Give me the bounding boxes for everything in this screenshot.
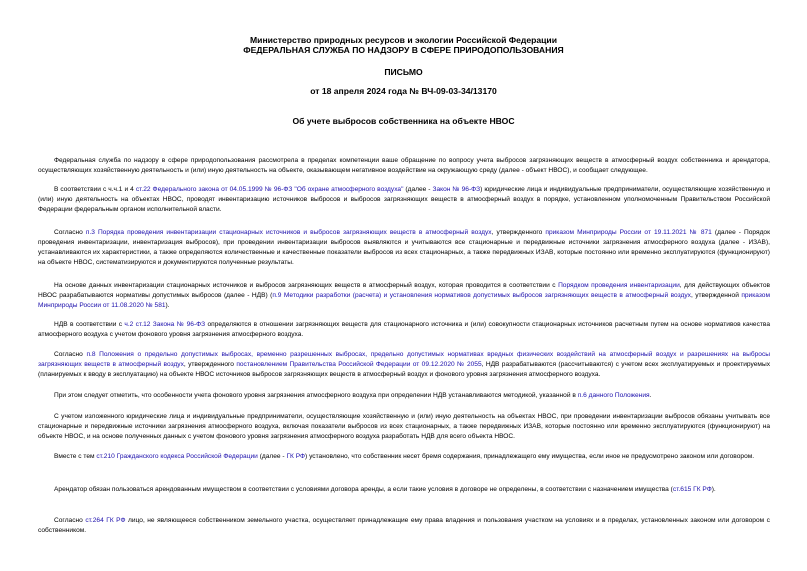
paragraph-text: (далее - [403,186,433,193]
link-order-871[interactable]: приказом Минприроды России от 19.11.2021 № 871 [545,229,712,236]
paragraph-9 [38,452,770,462]
paragraph-2 [38,185,770,215]
link-law-96-fz-art12[interactable]: ч.2 ст.12 Закона № 96-ФЗ [124,321,206,328]
paragraph-text: (далее - Порядок проведения инвентаризации, инвентаризация выбросов), при проведении инвентаризации выбросов выявляются и учитываются все стационарные и передвижные источники загрязнения атмосферного воздуха (далее - ИЗАВ), устанавливаются их характеристики, а также определяются количественные и качественные показатели выбросов из всех стационарных, а также передвижных ИЗАВ, которые постоянно или временно эксплуатируются (функционируют) на объекте НВОС, систематизируются и документируются полученные результаты. [38,229,770,266]
link-regulation-p8[interactable]: п.8 Положения о предельно допустимых выбросах, временно разрешенных выбросах, предельно допустимых нормативах вредных физических воздействий на атмосферный воздух и разрешениях на выбросы загрязняющих веществ в атмосферный воздух [38,351,770,368]
paragraph-text: Вместе с тем [54,453,97,460]
paragraph-7 [38,391,770,401]
paragraph-text: . [649,392,652,399]
paragraph-4 [38,281,770,311]
paragraph-text: ). [165,302,170,309]
link-methodology-p9[interactable]: п.9 Методики разработки (расчета) и установления нормативов допустимых выбросов загрязняющих веществ в атмосферный воздух [272,292,691,299]
paragraph-text: (далее - [257,453,287,460]
link-law-96-fz-art22[interactable]: ст.22 Федерального закона от 04.05.1999 № 96-ФЗ "Об охране атмосферного воздуха" [135,186,404,193]
document-type: ПИСЬМО [384,67,423,77]
paragraph-text: , утвержденного [183,361,237,368]
paragraph-text: ). [711,486,716,493]
link-inventory-order[interactable]: Порядком проведения инвентаризации [558,282,680,289]
link-order-581[interactable]: приказом Минприроды России от 11.08.2020 № 581 [38,292,771,309]
paragraph-text: Согласно [54,517,86,524]
paragraph-text: НДВ в соответствии с [54,321,125,328]
paragraph-text: Согласно [54,229,86,236]
link-civil-code-art264[interactable]: ст.264 ГК РФ [85,517,126,524]
paragraph-11 [38,516,770,536]
link-civil-code-art210[interactable]: ст.210 Гражданского кодекса Российской Федерации [96,453,258,460]
link-law-96-fz[interactable]: Закон № 96-ФЗ [432,186,481,193]
document-date-number: от 18 апреля 2024 года № ВЧ-09-03-34/13170 [310,86,497,96]
paragraph-text: , для действующих объектов НВОС разрабатываются нормативы допустимых выбросов (далее - НДВ) ( [38,282,770,299]
paragraph-3 [38,228,770,268]
document-title: Об учете выбросов собственника на объекте НВОС [292,116,515,126]
paragraph-text: ) юридические лица и индивидуальные предприниматели, осуществляющие хозяйственную и (или) иную деятельность на объектах НВОС, проводят инвентаризацию источников выбросов и выбросов загрязняющих веществ в атмосферный воздух в порядке, установленном уполномоченным Правительством Российской Федерации федеральным органом исполнительной власти. [38,186,771,213]
link-civil-code-art615[interactable]: ст.615 ГК РФ [672,486,712,493]
paragraph-6 [38,350,770,380]
link-resolution-2055[interactable]: постановлением Правительства Российской Федерации от 09.12.2020 № 2055 [236,361,482,368]
service-name: ФЕДЕРАЛЬНАЯ СЛУЖБА ПО НАДЗОРУ В СФЕРЕ ПРИРОДОПОЛЬЗОВАНИЯ [243,45,564,55]
paragraph-text: Согласно [54,351,87,358]
paragraph-10 [38,485,770,495]
paragraph-text: определяются в отношении загрязняющих веществ для стационарного источника и (или) совокупности стационарных источников расчетным путем на основе нормативов качества атмосферного воздуха с учетом фонового уровня загрязнения атмосферного воздуха. [38,321,770,338]
paragraph-1 [38,156,770,176]
paragraph-8 [38,412,770,442]
link-civil-code[interactable]: ГК РФ [286,453,306,460]
paragraph-text: С учетом изложенного юридические лица и индивидуальные предприниматели, осуществляющие хозяйственную и (или) иную деятельность на объектах НВОС, при проведении инвентаризации выбросов обязаны учитывать все стационарные и передвижные источники загрязнения атмосферного воздуха, включая показатели выбросов из всех стационарных, а также передвижных ИЗАВ, которые постоянно или временно эксплуатируются (функционируют) на объекте НВОС, и на основе полученных данных с учетом фонового уровня загрязнения атмосферного воздуха разработать НДВ для всего объекта НВОС. [38,413,770,440]
link-regulation-p6[interactable]: п.6 данного Положения [577,392,650,399]
paragraph-text: , утвержденной [690,292,742,299]
paragraph-text: Арендатор обязан пользоваться арендованным имуществом в соответствии с условиями договора аренды, а если такие условия в договоре не определены, в соответствии с назначением имущества ( [54,486,673,493]
paragraph-text: , НДВ разрабатываются (рассчитываются) с учетом всех эксплуатируемых и проектируемых (планируемых к вводу в эксплуатацию) на объекте НВОС источников выбросов загрязняющих веществ в атмосферный воздух и фонового уровня загрязнения атмосферного воздуха. [38,361,770,378]
paragraph-text: В соответствии с ч.ч.1 и 4 [54,186,136,193]
paragraph-text: ) установлено, что собственник несет бремя содержания, принадлежащего ему имущества, если иное не предусмотрено законом или договором. [305,453,755,460]
paragraph-text: На основе данных инвентаризации стационарных источников и выбросов загрязняющих веществ в атмосферный воздух, которая проводится в соответствии с [54,282,559,289]
link-inventory-order-p3[interactable]: п.3 Порядка проведения инвентаризации стационарных источников и выбросов загрязняющих веществ в атмосферный воздух [85,229,492,236]
paragraph-5 [38,320,770,340]
paragraph-text: , утвержденного [491,229,546,236]
paragraph-text: лицо, не являющееся собственником земельного участка, осуществляет принадлежащие ему права владения и пользования участком на условиях и в пределах, установленных законом или договором с собственником. [38,517,770,534]
ministry-name: Министерство природных ресурсов и экологии Российской Федерации [250,35,557,45]
paragraph-text: Федеральная служба по надзору в сфере природопользования рассмотрела в пределах компетенции ваше обращение по вопросу учета выбросов загрязняющих веществ в атмосферный воздух собственника и арендатора, осуществляющих хозяйственную деятельность и (или) иную деятельность на объекте, оказывающем негативное воздействие на окружающую среду (далее - объект НВОС), и сообщает следующее. [38,157,770,174]
paragraph-text: При этом следует отметить, что особенности учета фонового уровня загрязнения атмосферного воздуха при определении НДВ устанавливаются методикой, указанной в [54,392,578,399]
